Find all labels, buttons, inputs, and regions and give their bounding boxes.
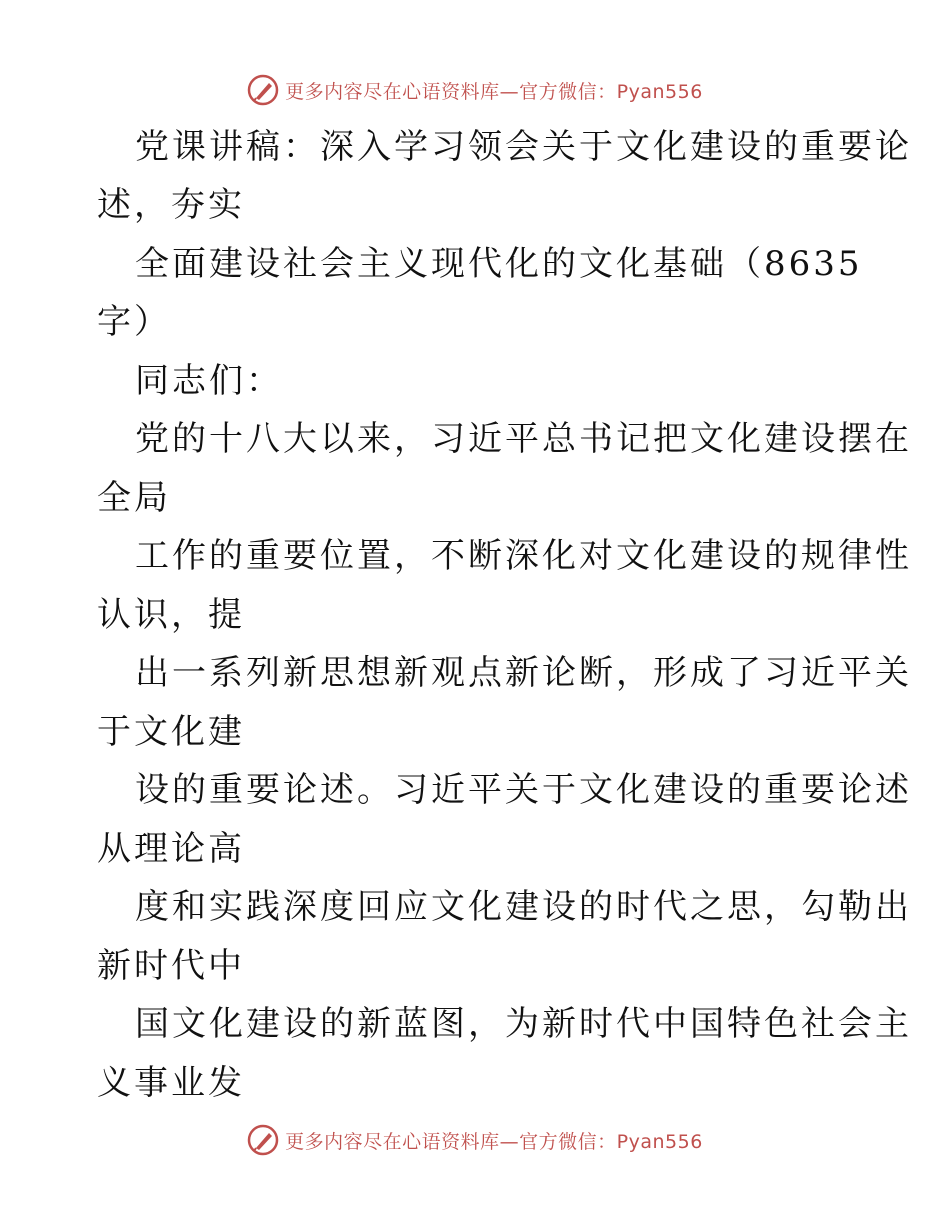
header-banner-text: 更多内容尽在心语资料库—官方微信：Pyan556: [285, 80, 703, 103]
document-line: 同志们：: [135, 361, 283, 401]
document-line: 于文化建: [97, 712, 245, 752]
document-line: 义事业发: [97, 1063, 245, 1103]
document-line: 工作的重要位置，不断深化对文化建设的规律性: [135, 536, 912, 576]
header-banner: [0, 70, 950, 110]
document-line: 字）: [97, 302, 171, 342]
document-line: 设的重要论述。习近平关于文化建设的重要论述: [135, 770, 912, 810]
document-line: 党课讲稿：深入学习领会关于文化建设的重要论: [135, 127, 912, 167]
document-line: 新时代中: [97, 946, 245, 986]
document-line: 出一系列新思想新观点新论断，形成了习近平关: [135, 653, 912, 693]
document-line: 度和实践深度回应文化建设的时代之思，勾勒出: [135, 887, 912, 927]
document-line: 党的十八大以来，习近平总书记把文化建设摆在: [135, 419, 912, 459]
quill-logo-icon: [247, 74, 279, 106]
document-line: 认识，提: [97, 595, 245, 635]
document-line: 全面建设社会主义现代化的文化基础（8635: [135, 244, 863, 284]
document-line: 国文化建设的新蓝图，为新时代中国特色社会主: [135, 1004, 912, 1044]
footer-banner-text: 更多内容尽在心语资料库—官方微信：Pyan556: [285, 1130, 703, 1153]
document-line: 述，夯实: [97, 185, 245, 225]
footer-banner: [0, 1120, 950, 1160]
document-line: 从理论高: [97, 829, 245, 869]
quill-logo-icon: [247, 1124, 279, 1156]
document-line: 全局: [97, 478, 171, 518]
